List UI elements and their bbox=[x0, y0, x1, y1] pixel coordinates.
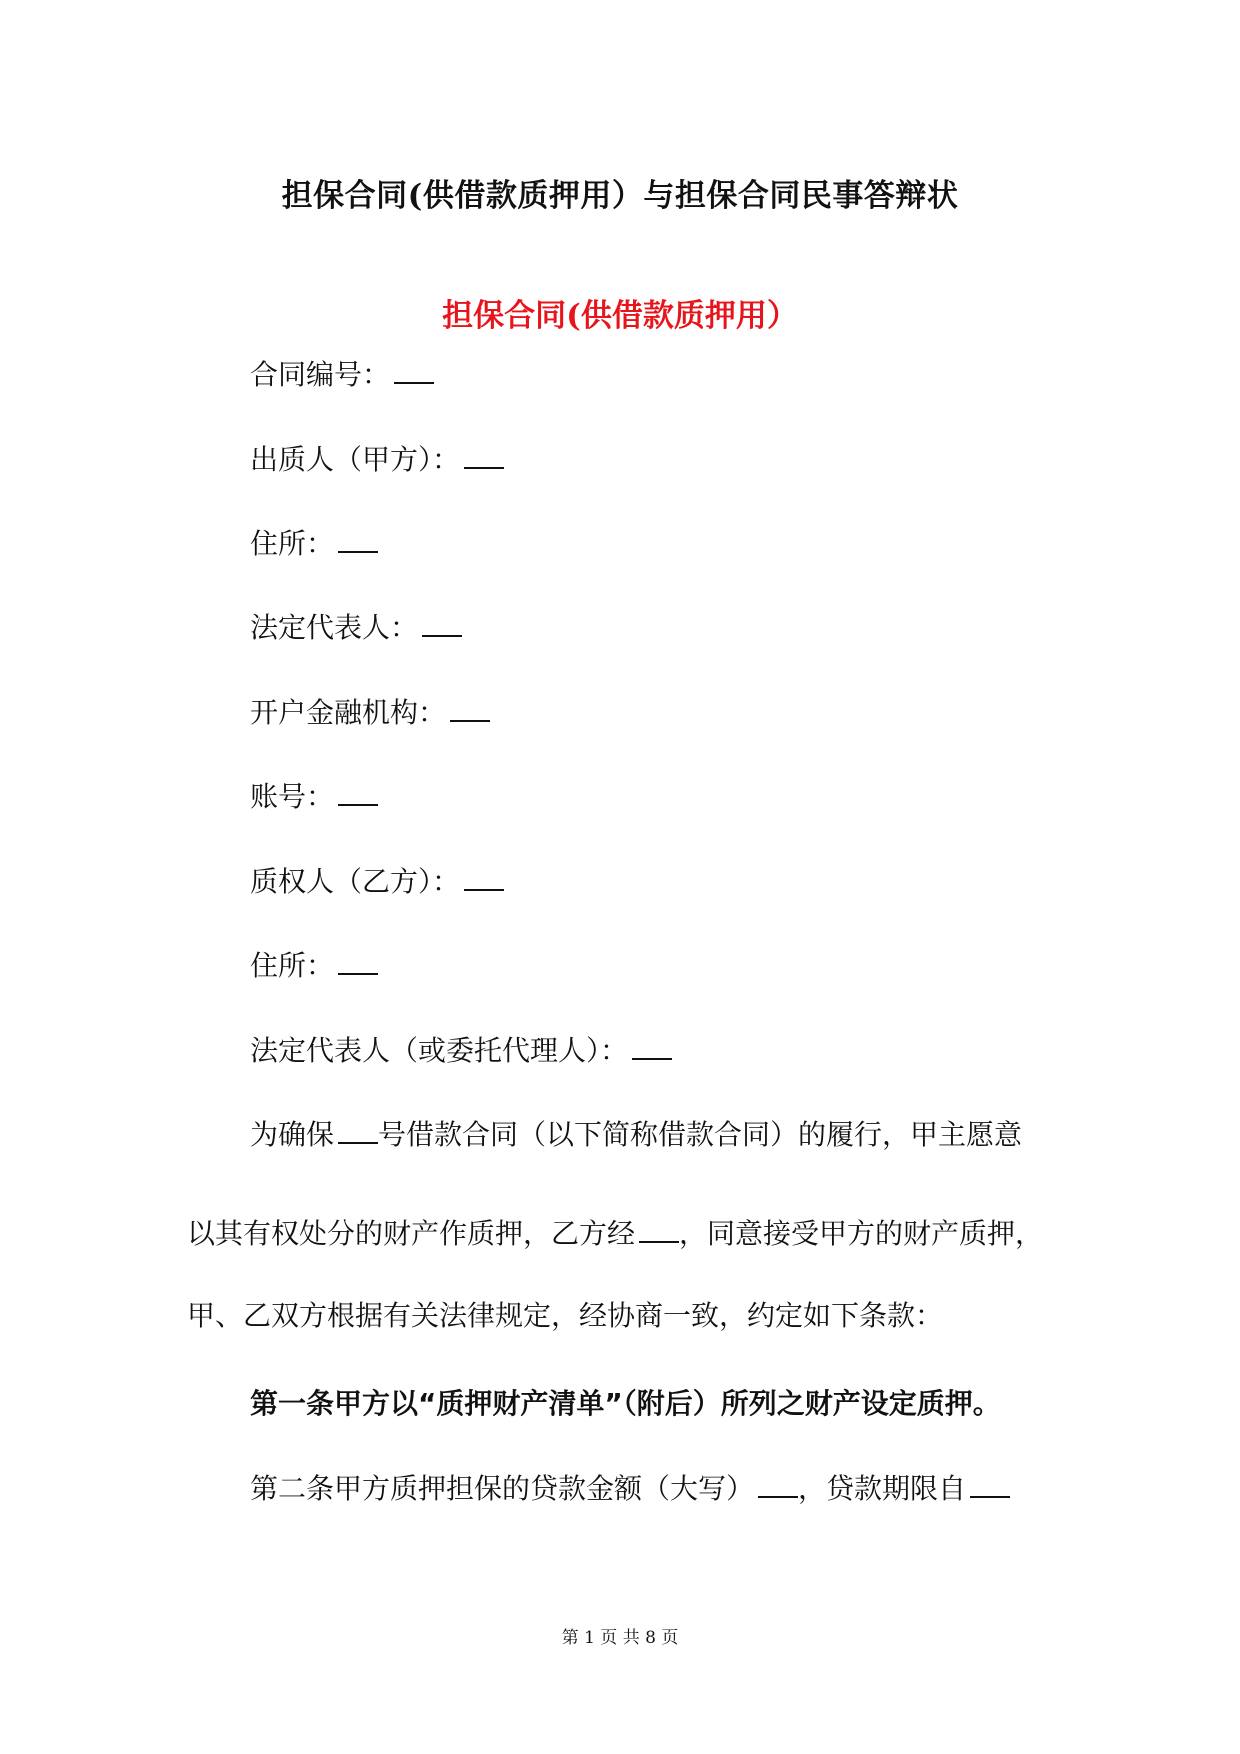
intro-text: 号借款合同（以下简称借款合同）的履行，甲主愿意 bbox=[378, 1118, 1023, 1151]
intro-line-3: 甲、乙双方根据有关法律规定，经协商一致，约定如下条款： bbox=[187, 1299, 944, 1332]
field-label: 质权人（乙方）： bbox=[250, 865, 461, 898]
field-label: 账号： bbox=[250, 780, 335, 813]
field-pledgee-legal-rep bbox=[250, 1030, 672, 1071]
blank-line bbox=[970, 1468, 1010, 1498]
field-label: 法定代表人（或委托代理人）： bbox=[250, 1034, 629, 1067]
field-label: 住所： bbox=[250, 527, 335, 560]
field-contract-number bbox=[250, 354, 434, 395]
blank-line bbox=[338, 776, 378, 806]
clause-text: ，贷款期限自 bbox=[798, 1472, 967, 1505]
blank-line bbox=[639, 1213, 679, 1243]
page-number: 第 1 页 共 8 页 bbox=[561, 1628, 679, 1648]
field-label: 开户金融机构： bbox=[250, 696, 447, 729]
field-pledgor-legal-rep bbox=[250, 607, 462, 648]
blank-line bbox=[464, 439, 504, 469]
intro-line-1 bbox=[250, 1114, 1022, 1155]
clause-second bbox=[250, 1468, 1010, 1509]
field-label: 出质人（甲方）： bbox=[250, 443, 461, 476]
field-pledgor bbox=[250, 439, 504, 480]
contract-subtitle: 担保合同(供借款质押用） bbox=[442, 298, 798, 334]
intro-text: 为确保 bbox=[250, 1118, 335, 1151]
blank-line bbox=[338, 523, 378, 553]
clause-first: 第一条甲方以“质押财产清单”（附后）所列之财产设定质押。 bbox=[250, 1387, 1001, 1420]
field-pledgee bbox=[250, 861, 504, 902]
intro-text: 以其有权处分的财产作质押，乙方经 bbox=[187, 1217, 636, 1250]
intro-line-2 bbox=[187, 1213, 1043, 1254]
blank-line bbox=[338, 945, 378, 975]
blank-line bbox=[338, 1114, 378, 1144]
blank-line bbox=[422, 607, 462, 637]
intro-text: ，同意接受甲方的财产质押， bbox=[679, 1217, 1044, 1250]
field-label: 合同编号： bbox=[250, 358, 391, 391]
field-bank bbox=[250, 692, 490, 733]
field-label: 住所： bbox=[250, 949, 335, 982]
blank-line bbox=[632, 1030, 672, 1060]
document-title: 担保合同(供借款质押用）与担保合同民事答辩状 bbox=[281, 178, 959, 214]
blank-line bbox=[394, 354, 434, 384]
blank-line bbox=[758, 1468, 798, 1498]
field-account bbox=[250, 776, 378, 817]
field-pledgor-address bbox=[250, 523, 378, 564]
blank-line bbox=[464, 861, 504, 891]
field-label: 法定代表人： bbox=[250, 611, 419, 644]
field-pledgee-address bbox=[250, 945, 378, 986]
blank-line bbox=[450, 692, 490, 722]
clause-text: 第二条甲方质押担保的贷款金额（大写） bbox=[250, 1472, 755, 1505]
